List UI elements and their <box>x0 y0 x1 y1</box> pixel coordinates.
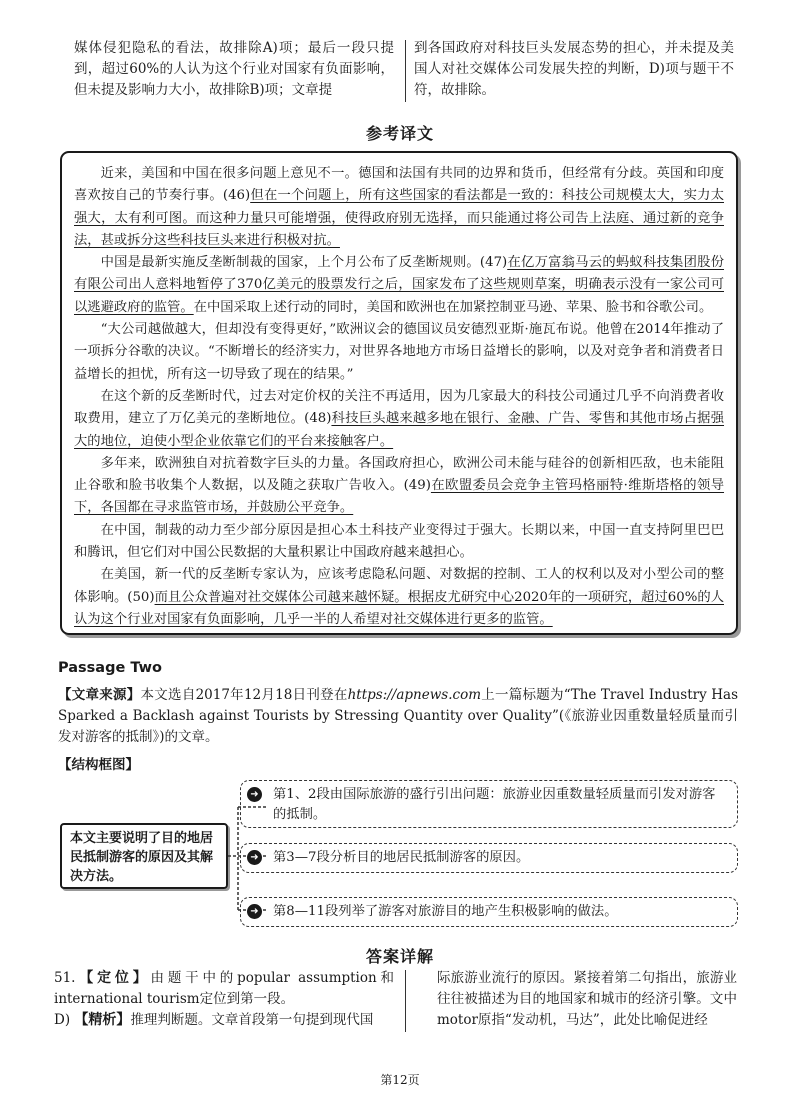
source-tag: 【文章来源】 <box>58 687 141 703</box>
answers-left-column <box>54 968 394 1031</box>
top-right-text: 到各国政府对科技巨头发展态势的担心，并未提及美国人对社交媒体公司发展失控的判断，D)项与题干不符，故排除。 <box>414 40 734 98</box>
answers-heading: 答案详解 <box>365 947 434 966</box>
page-number: 第12页 <box>380 1073 420 1087</box>
answer-51-locate <box>54 968 394 1010</box>
analysis-tag: 【精析】 <box>74 1012 131 1028</box>
translation-heading: 参考译文 <box>365 124 434 143</box>
translation-paragraph: 在中国，制裁的动力至少部分原因是担心本土科技产业变得过于强大。长期以来，中国一直支持阿里巴巴和腾讯，但它们对中国公民数据的大量积累让中国政府越来越担心。 <box>74 522 724 561</box>
branch-text: 第8—11段列举了游客对旅游目的地产生积极影响的做法。 <box>273 904 618 919</box>
structure-branch-2 <box>240 843 738 873</box>
arrow-right-icon: ➜ <box>247 850 262 865</box>
translation-paragraph <box>74 252 724 319</box>
locate-tag: 【定位】 <box>75 970 151 986</box>
passage-two-title: Passage Two <box>58 660 162 676</box>
structure-branch-1 <box>240 780 738 828</box>
source-site: https://apnews.com <box>347 687 481 703</box>
top-left-column <box>74 38 394 101</box>
question-number: 51. <box>54 970 76 986</box>
structure-tag: 【结构框图】 <box>58 757 139 773</box>
translation-text: 多年来，欧洲独自对抗着数字巨头的力量。各国政府担心，欧洲公司未能与硅谷的创新相匹敌，也未能阻止谷歌和脸书收集个人数据，以及随之获取广告收入。(49) <box>74 455 724 494</box>
analysis-text: 推理判断题。文章首段第一句提到现代国 <box>130 1012 374 1028</box>
translation-paragraph <box>74 453 724 520</box>
translation-paragraph <box>74 163 724 252</box>
translation-paragraph: “大公司越做越大，但却没有变得更好，”欧洲议会的德国议员安德烈亚斯·施瓦布说。他曾在2014年推动了一项拆分谷歌的决议。“不断增长的经济实力，对世界各地地方市场日益增长的影响，以及对竞争者和消费者日益增长的担忧，所有这一切导致了现在的结果。” <box>74 322 724 382</box>
source-text: 本文选自2017年12月18日刊登在 <box>140 687 348 703</box>
translation-underlined-text: 而且公众普遍对社交媒体公司越来越怀疑。根据皮尤研究中心2020年的一项研究，超过60%的人认为这个行业对国家有负面影响，几乎一半的人希望对社交媒体进行更多的监管。 <box>74 589 724 627</box>
arrow-right-icon: ➜ <box>247 787 262 802</box>
structure-branch-3 <box>240 897 738 927</box>
source-text: 上一篇标题为“The Travel Industry Has Sparked a Backlash against Tourists by Stressing Quantity over Quality”(《旅游业因重数量轻质量而引发对游客的抵制》)的文章。 <box>58 687 739 745</box>
translation-body <box>74 163 724 631</box>
translation-paragraph <box>74 386 724 453</box>
locate-text: 由题干中的popular assumption和international tourism定位到第一段。 <box>54 970 395 1007</box>
translation-text: 在美国，新一代的反垄断专家认为，应该考虑隐私问题、对数据的控制、工人的权利以及对小型公司的整体影响。(50) <box>74 567 724 605</box>
article-source <box>58 685 738 748</box>
branch-text: 第1、2段由国际旅游的盛行引出问题：旅游业因重数量轻质量而引发对游客的抵制。 <box>273 787 716 822</box>
translation-underlined-text: 但在一个问题上，所有这些国家的看法都是一致的：科技公司规模太大，实力太强大，太有利可图。而这种力量只可能增强，使得政府别无选择，而只能通过将公司告上法庭、通过新的竞争法，甚或拆分这些科技巨头来进行积极对抗。 <box>74 188 724 248</box>
translation-underlined-text: 在欧盟委员会竞争主管玛格丽特·维斯塔格的领导下，各国都在寻求监管市场，并鼓励公平竞争。 <box>74 478 725 516</box>
answer-51-analysis <box>54 1010 394 1031</box>
translation-text: 在中国采取上述行动的同时，美国和欧洲也在加紧控制亚马逊、苹果、脸书和谷歌公司。 <box>193 299 713 315</box>
answer-choice: D) <box>54 1012 71 1028</box>
top-left-text: 媒体侵犯隐私的看法，故排除A)项；最后一段只提到，超过60%的人认为这个行业对国家有负面影响，但未提及影响力大小，故排除B)项；文章提 <box>74 40 394 98</box>
answers-right-column <box>437 968 737 1031</box>
top-right-column <box>414 38 734 101</box>
translation-paragraph <box>74 564 724 631</box>
main-idea-box: 本文主要说明了目的地居民抵制游客的原因及其解决方法。 <box>60 823 228 889</box>
translation-text: 近来，美国和中国在很多问题上意见不一。德国和法国有共同的边界和货币，但经常有分歧。英国和印度喜欢按自己的节奏行事。(46) <box>74 166 724 204</box>
translation-underlined-text: 科技巨头越来越多地在银行、金融、广告、零售和其他市场占据强大的地位，迫使小型企业依靠它们的平台来接触客户。 <box>74 411 725 449</box>
column-divider <box>405 40 406 102</box>
arrow-right-icon: ➜ <box>247 904 262 919</box>
branch-text: 第3—7段分析目的地居民抵制游客的原因。 <box>273 850 530 865</box>
analysis-continued-text: 际旅游业流行的原因。紧接着第二句指出，旅游业往往被描述为目的地国家和城市的经济引擎。文中motor原指“发动机，马达”，此处比喻促进经 <box>437 970 737 1028</box>
translation-underlined-text: 在亿万富翁马云的蚂蚁科技集团股份有限公司出人意料地暂停了370亿美元的股票发行之后，国家发布了这些规则草案，明确表示没有一家公司可以逃避政府的监管。 <box>74 255 725 315</box>
structure-label <box>58 755 139 776</box>
translation-text: 在这个新的反垄断时代，过去对定价权的关注不再适用，因为几家最大的科技公司通过几乎不向消费者收取费用，建立了万亿美元的垄断地位。(48) <box>74 388 724 427</box>
translation-box <box>60 151 738 635</box>
column-divider <box>405 970 406 1032</box>
translation-text: 中国是最新实施反垄断制裁的国家，上个月公布了反垄断规则。(47) <box>100 255 508 271</box>
